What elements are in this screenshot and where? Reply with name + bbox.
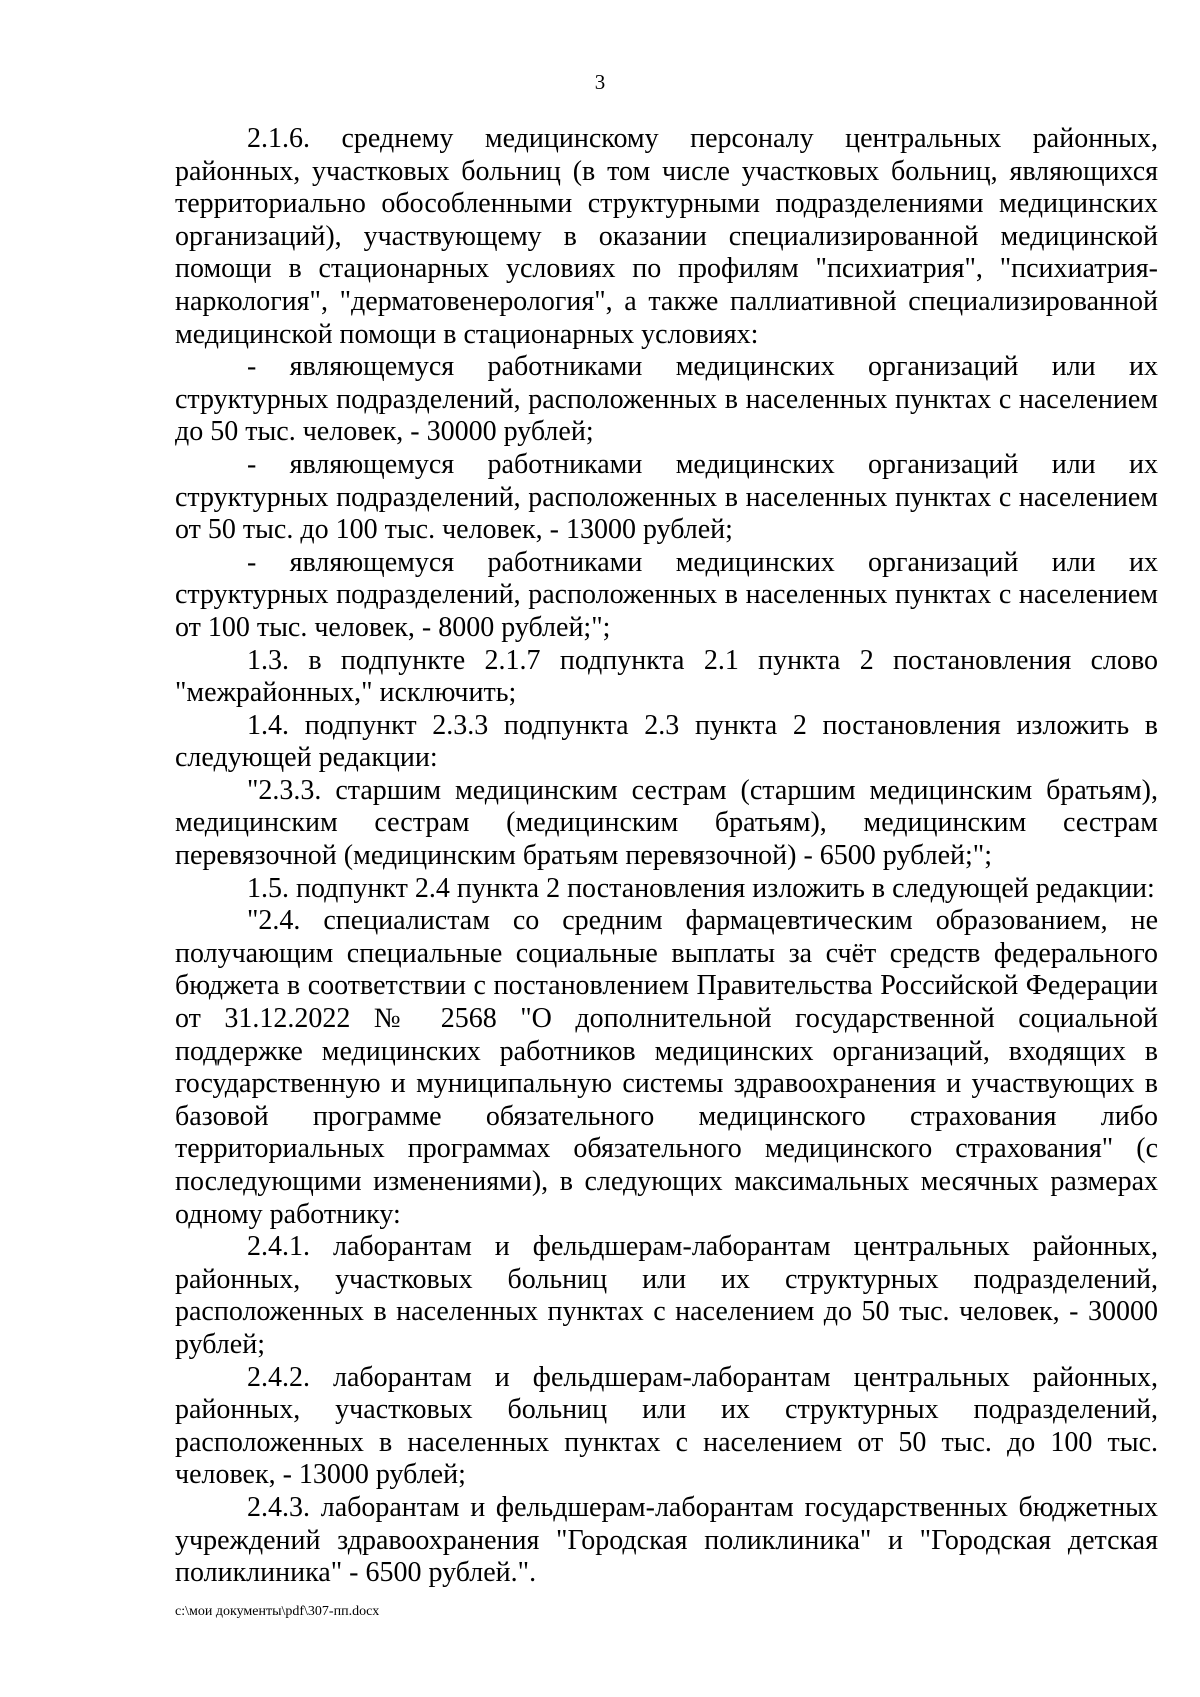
paragraph-bullet-over-100k: - являющемуся работниками медицинских организаций или их структурных подразделений, расположенных в населенных пунктах с населением от 100 тыс. человек, - 8000 рублей;"; [175, 546, 1158, 643]
paragraph-2-3-3: "2.3.3. старшим медицинским сестрам (старшим медицинским братьям), медицинским сестрам (медицинским братьям), медицинским сестрам перевязочной (медицинским братьям перевязочной) - 6500 рублей;"; [175, 774, 1158, 872]
paragraph-1-5: 1.5. подпункт 2.4 пункта 2 постановления изложить в следующей редакции: [247, 872, 1155, 904]
footer-file-path: c:\мои документы\pdf\307-пп.docx [175, 1604, 380, 1619]
paragraph-2-4-3: 2.4.3. лаборантам и фельдшерам-лаборантам государственных бюджетных учреждений здравоохранения "Городская поликлиника" и "Городская детская поликлиника" - 6500 рублей.". [175, 1491, 1158, 1589]
document-body [175, 123, 1158, 1590]
paragraph-2-4-1: 2.4.1. лаборантам и фельдшерам-лаборантам центральных районных, районных, участковых больниц или их структурных подразделений, расположенных в населенных пунктах с населением до 50 тыс. человек, - 30000 рублей; [175, 1231, 1158, 1360]
paragraph-bullet-under-50k: - являющемуся работниками медицинских организаций или их структурных подразделений, расположенных в населенных пунктах с населением до 50 тыс. человек, - 30000 рублей; [175, 351, 1158, 448]
page-number: 3 [594, 70, 606, 94]
paragraph-1-4: 1.4. подпункт 2.3.3 подпункта 2.3 пункта 2 постановления изложить в следующей редакции: [175, 709, 1158, 774]
paragraph-2-4: "2.4. специалистам со средним фармацевтическим образованием, не получающим специальные социальные выплаты за счёт средств федерального бюджета в соответствии с постановлением Правительства Российской Федерации от 31.12.2022 № 2568 "О дополнительной государственной социальной поддержке медицинских работников медицинских организаций, входящих в государственную и муниципальную системы здравоохранения и участвующих в базовой программе обязательного медицинского страхования либо территориальных программах обязательного медицинского страхования" (с последующими изменениями), в следующих максимальных месячных размерах одному работнику: [175, 905, 1158, 1230]
paragraph-2-1-6: 2.1.6. среднему медицинскому персоналу центральных районных, районных, участковых больниц (в том числе участковых больниц, являющихся территориально обособленными структурными подразделениями медицинских организаций), участвующему в оказании специализированной медицинской помощи в стационарных условиях по профилям "психиатрия", "психиатрия-наркология", "дерматовенерология", а также паллиативной специализированной медицинской помощи в стационарных условиях: [175, 123, 1158, 350]
paragraph-1-3: 1.3. в подпункте 2.1.7 подпункта 2.1 пункта 2 постановления слово "межрайонных," исключить; [175, 644, 1158, 709]
paragraph-bullet-50k-100k: - являющемуся работниками медицинских организаций или их структурных подразделений, расположенных в населенных пунктах с населением от 50 тыс. до 100 тыс. человек, - 13000 рублей; [175, 448, 1158, 546]
paragraph-2-4-2: 2.4.2. лаборантам и фельдшерам-лаборантам центральных районных, районных, участковых больниц или их структурных подразделений, расположенных в населенных пунктах с населением от 50 тыс. до 100 тыс. человек, - 13000 рублей; [175, 1361, 1158, 1491]
